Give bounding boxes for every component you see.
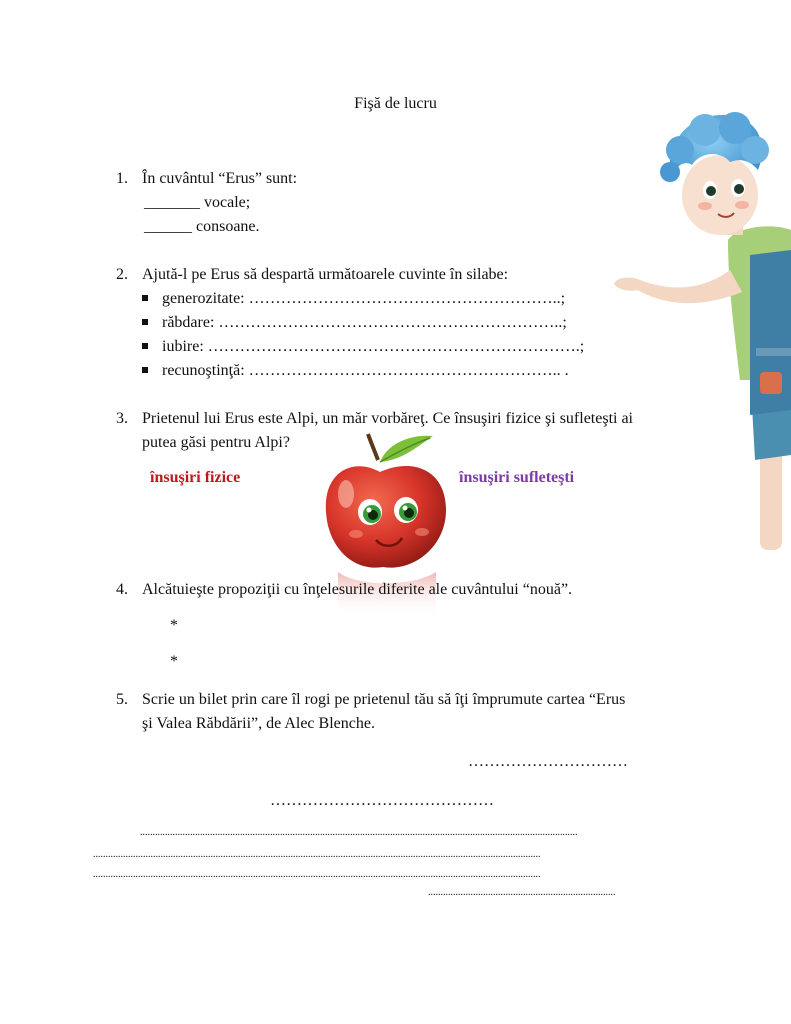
bullet-icon: [142, 343, 148, 349]
q3-text-line2: putea găsi pentru Alpi?: [142, 434, 290, 451]
q4-star: *: [170, 617, 178, 634]
erus-boy-illustration: [610, 110, 791, 560]
q2-text: Ajută-l pe Erus să despartă următoarele cuvinte în silabe:: [142, 266, 509, 283]
label-physical-traits: însuşiri fizice: [150, 469, 241, 486]
label-soul-traits: însuşiri sufleteşti: [459, 469, 575, 486]
q1-text: În cuvântul “Erus” sunt:: [142, 170, 298, 187]
q2-item: iubire: …………………………………………………………….;: [162, 338, 585, 355]
letter-body-line: ...................................................................................................................................................................................: [93, 849, 541, 860]
letter-body-line: ...............................................................................................................................................................................: [140, 827, 578, 838]
page-title: Fişă de lucru: [354, 95, 437, 112]
q4-text: Alcătuieşte propoziţii cu înţelesurile diferite ale cuvântului “nouă”.: [142, 581, 573, 598]
q3-text-line1: Prietenul lui Erus este Alpi, un măr vorbăreţ. Ce însuşiri fizice şi sufleteşti ai: [142, 410, 633, 427]
q2-item: răbdare: ………………………………………………………..;: [162, 314, 567, 331]
q1-consonants-line: ______ consoane.: [144, 218, 260, 235]
q1-number: 1.: [116, 170, 128, 187]
q1-vowels-line: _______ vocale;: [144, 194, 251, 211]
q2-item: generozitate: …………………………………………………..;: [162, 290, 566, 307]
q5-text-line1: Scrie un bilet prin care îl rogi pe prietenul tău să îţi împrumute cartea “Erus: [142, 691, 626, 708]
q5-text-line2: şi Valea Răbdării”, de Alec Blenche.: [142, 715, 375, 732]
letter-body-line: ...................................................................................................................................................................................: [93, 869, 541, 880]
q4-star: *: [170, 653, 178, 670]
q2-number: 2.: [116, 266, 128, 283]
q5-number: 5.: [116, 691, 128, 708]
q2-item: recunoştinţă: ………………………………………………….. .: [162, 362, 569, 379]
letter-greeting-line: ……………………………………: [270, 792, 494, 809]
q3-number: 3.: [116, 410, 128, 427]
bullet-icon: [142, 367, 148, 373]
letter-signature-line: ...........................................................................: [428, 887, 616, 898]
bullet-icon: [142, 319, 148, 325]
q4-number: 4.: [116, 581, 128, 598]
bullet-icon: [142, 295, 148, 301]
letter-date-line: …………………………: [468, 753, 628, 770]
